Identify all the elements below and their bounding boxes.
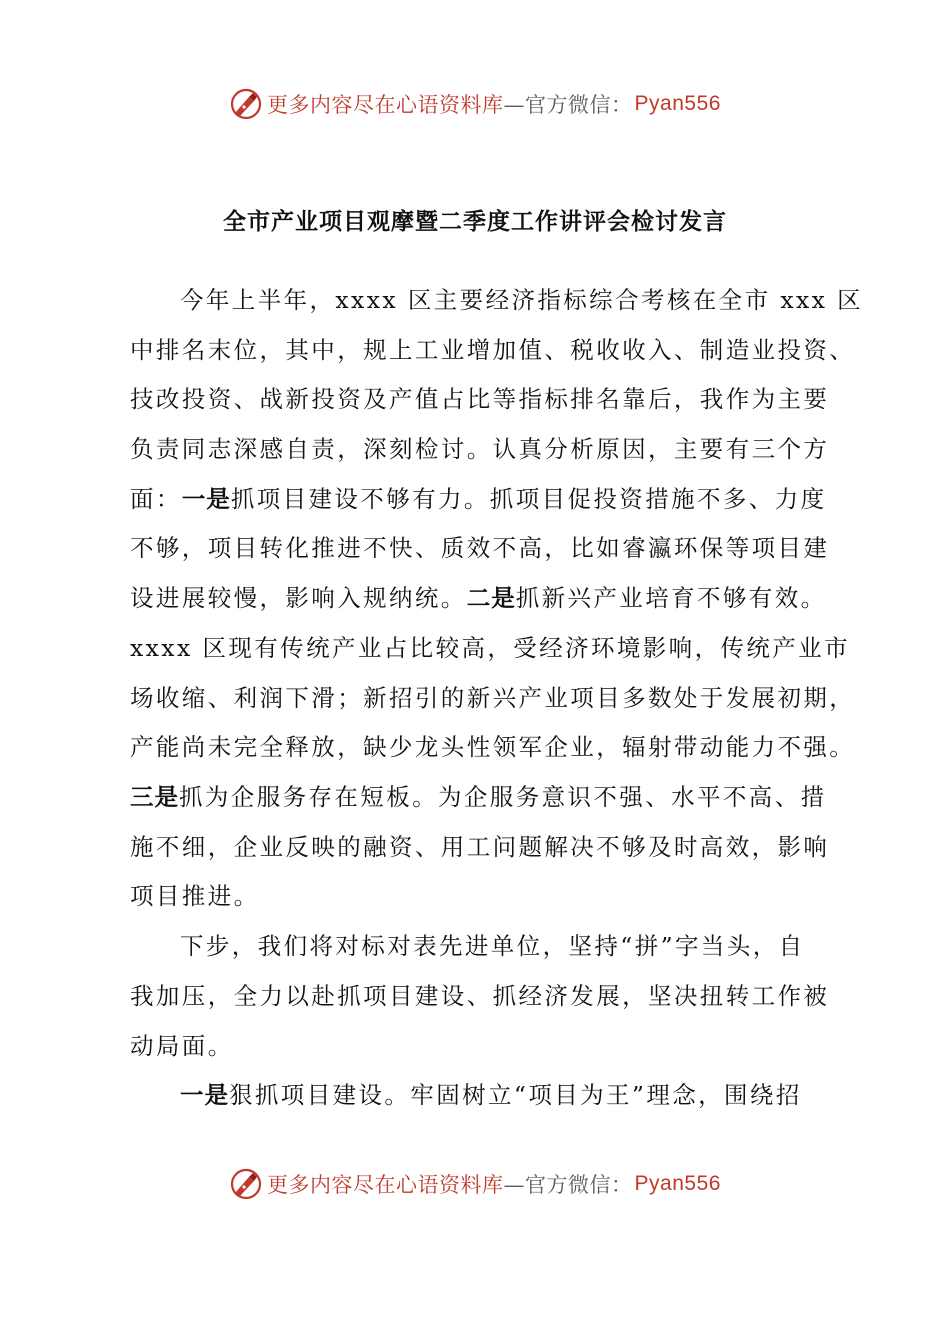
body-text: 我加压，全力以赴抓项目建设、抓经济发展，坚决扭转工作被	[130, 982, 830, 1010]
body-text: 抓为企服务存在短板。为企服务意识不强、水平不高、措	[179, 783, 827, 811]
pen-nib-logo-icon	[229, 87, 263, 121]
body-line	[130, 683, 855, 713]
body-text: 项目推进。	[130, 882, 260, 910]
body-text: 施不细，企业反映的融资、用工问题解决不够及时高效，影响	[130, 833, 830, 861]
body-text: 不够，项目转化推进不快、质效不高，比如睿瀛环保等项目建	[130, 534, 830, 562]
body-text: 抓新兴产业培育不够有效。	[515, 584, 827, 612]
banner-text-id: Pyan556	[634, 1172, 721, 1195]
body-text: 负责同志深感自责，深刻检讨。认真分析原因，主要有三个方	[130, 435, 830, 463]
banner-text-wechat: —官方微信：	[503, 1173, 633, 1197]
body-text: xxxx 区现有传统产业占比较高，受经济环境影响，传统产业市	[130, 634, 850, 662]
body-line	[130, 1031, 234, 1061]
footer-banner	[0, 1164, 950, 1204]
body-line	[130, 633, 850, 663]
body-text: 场收缩、利润下滑；新招引的新兴产业项目多数处于发展初期，	[130, 684, 856, 712]
body-line	[130, 533, 829, 563]
body-line	[130, 434, 829, 464]
pen-nib-logo-icon	[229, 1167, 263, 1201]
body-text: 面：	[130, 485, 182, 513]
bold-lead-text: 三是	[130, 783, 179, 811]
body-line	[180, 1080, 802, 1110]
body-text: 狠抓项目建设。牢固树立“项目为王”理念，围绕招	[229, 1081, 802, 1109]
body-line	[130, 335, 855, 365]
body-line	[130, 484, 827, 514]
body-text: 抓项目建设不够有力。抓项目促投资措施不多、力度	[230, 485, 827, 513]
body-line	[180, 285, 863, 315]
body-line	[130, 981, 829, 1011]
document-title: 全市产业项目观摩暨二季度工作讲评会检讨发言	[223, 209, 727, 235]
header-banner	[0, 84, 950, 124]
body-text: 产能尚未完全释放，缺少龙头性领军企业，辐射带动能力不强。	[130, 733, 856, 761]
body-line	[130, 384, 829, 414]
body-text: 中排名末位，其中，规上工业增加值、税收收入、制造业投资、	[130, 336, 856, 364]
body-text: 动局面。	[130, 1032, 234, 1060]
body-line	[130, 881, 260, 911]
body-text: 技改投资、战新投资及产值占比等指标排名靠后，我作为主要	[130, 385, 830, 413]
body-line	[130, 732, 855, 762]
banner-text-id: Pyan556	[634, 92, 721, 115]
bold-lead-text: 二是	[466, 584, 516, 612]
banner-text-wechat: —官方微信：	[503, 93, 633, 117]
banner-text-main: 更多内容尽在心语资料库	[267, 93, 504, 117]
bold-lead-text: 一是	[180, 1081, 229, 1109]
body-text: 下步，我们将对标对表先进单位，坚持“拼”字当头，自	[180, 932, 805, 960]
body-line	[130, 832, 829, 862]
body-line	[130, 782, 827, 812]
banner-text-main: 更多内容尽在心语资料库	[267, 1173, 504, 1197]
body-text: 设进展较慢，影响入规纳统。	[130, 584, 467, 612]
body-line	[130, 583, 827, 613]
body-line	[180, 931, 805, 961]
bold-lead-text: 一是	[181, 485, 231, 513]
body-text: 今年上半年，xxxx 区主要经济指标综合考核在全市 xxx 区	[180, 286, 864, 314]
